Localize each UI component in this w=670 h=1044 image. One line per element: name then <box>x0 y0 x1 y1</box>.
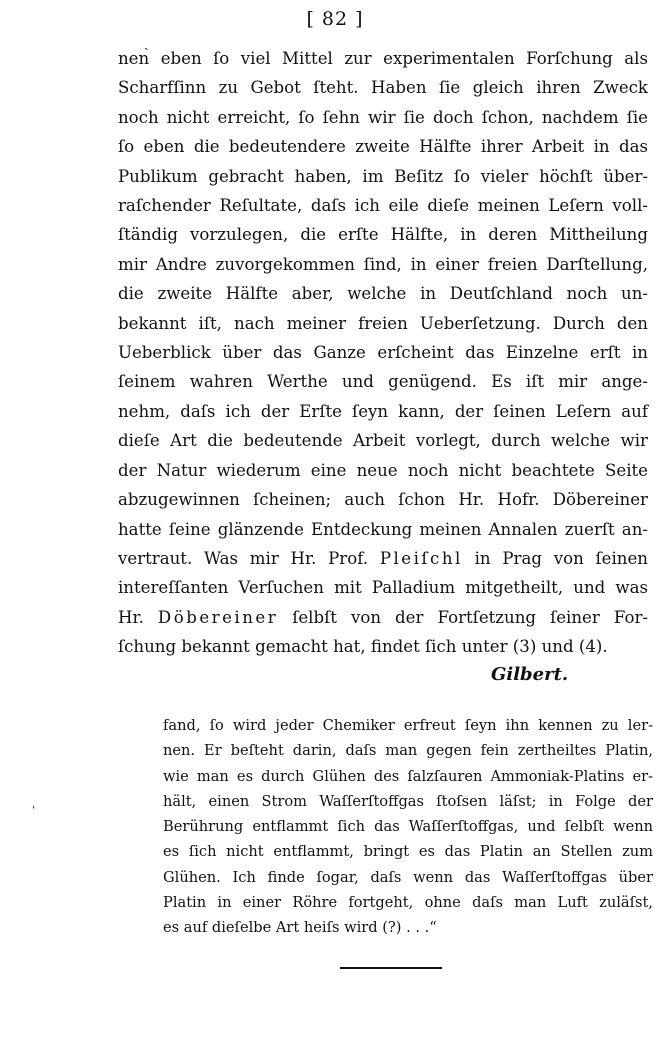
quote-line: Glühen. Ich finde ſogar, daſs wenn das Waſſerſtoffgas über <box>163 868 653 886</box>
ink-speck: ˌ <box>32 796 36 810</box>
main-line: die zweite Hälfte aber, welche in Deutſchland noch un- <box>118 284 648 304</box>
quote-line-last: es auf dieſelbe Art heiſs wird (?) . . .“ <box>163 919 437 937</box>
main-line: bekannt iſt, nach meiner freien Ueberſetzung. Durch den <box>118 313 648 333</box>
main-body <box>118 44 648 662</box>
main-line: der Natur wiederum eine neue noch nicht beachtete Seite <box>118 460 648 480</box>
spaced-name-doebereiner: Döbereiner <box>157 607 279 627</box>
main-line: ſeinem wahren Werthe und genügend. Es iſt mir ange- <box>118 372 648 392</box>
quote-line: nen. Er beſteht darin, daſs man gegen fein zertheiltes Platin, <box>163 742 653 760</box>
main-line: ſo eben die bedeutendere zweite Hälfte ihrer Arbeit in das <box>118 137 648 157</box>
main-line: mir Andre zuvorgekommen ſind, in einer freien Darſtellung, <box>118 254 648 274</box>
quoted-excerpt <box>163 713 653 941</box>
line-text: Hr. <box>118 607 158 627</box>
main-line: nehm, daſs ich der Erſte ſeyn kann, der ſeinen Leſern auf <box>118 401 648 421</box>
line-text: in Prag von ſeinen <box>462 548 648 568</box>
main-line: abzugewinnen ſcheinen; auch ſchon Hr. Hofr. Döbereiner <box>118 490 648 510</box>
main-line: noch nicht erreicht, ſo ſehn wir ſie doch ſchon, nachdem ſie <box>118 107 648 127</box>
quote-line: Platin in einer Röhre fortgeht, ohne daſs man Luft zuläſst, <box>163 894 653 912</box>
quote-line: wie man es durch Glühen des ſalzſauren Ammoniak-Platins er- <box>163 767 653 785</box>
main-line: intereſſanten Verſuchen mit Palladium mitgetheilt, und was <box>118 578 648 598</box>
main-line: dieſe Art die bedeutende Arbeit vorlegt, durch welche wir <box>118 431 648 451</box>
main-line: Publikum gebracht haben, im Beſitz ſo vieler höchſt über- <box>118 166 648 186</box>
ink-tick-mark: ˎ <box>144 35 149 51</box>
line-text: vertraut. Was mir Hr. Prof. <box>118 548 380 568</box>
main-line: Ueberblick über das Ganze erſcheint das Einzelne erſt in <box>118 343 648 363</box>
line-text: ſelbſt von der Fortſetzung ſeiner For- <box>278 607 648 627</box>
main-line-doebereiner <box>118 603 648 632</box>
main-line: nen eben ſo viel Mittel zur experimentalen Forſchung als <box>118 49 648 68</box>
main-line: raſchender Reſultate, daſs ich eile dieſe meinen Leſern voll- <box>118 196 648 216</box>
main-line: ſtändig vorzulegen, die erſte Hälfte, in deren Mittheilung <box>118 225 648 245</box>
quote-line: es ſich nicht entflammt, bringt es das Platin an Stellen zum <box>163 843 653 861</box>
main-line-pleischl <box>118 544 648 573</box>
main-line: hatte ſeine glänzende Entdeckung meinen Annalen zuerſt an- <box>118 519 648 539</box>
quote-line: fand, ſo wird jeder Chemiker erfreut ſeyn ihn kennen zu ler- <box>163 717 653 734</box>
spaced-name-pleischl: Pleiſchl <box>379 548 463 568</box>
main-line-last: ſchung bekannt gemacht hat, findet ſich unter (3) und (4). <box>118 637 608 657</box>
quote-line: hält, einen Strom Waſſerſtoffgas ſtoſsen läſst; in Folge der <box>163 792 653 810</box>
section-divider-rule <box>340 967 442 969</box>
page-number: [ 82 ] <box>306 8 364 30</box>
main-line: Scharfſinn zu Gebot ſteht. Haben ſie gleich ihren Zweck <box>118 78 648 98</box>
quote-line: Berührung entflammt ſich das Waſſerſtoffgas, und ſelbſt wenn <box>163 818 653 836</box>
signature: Gilbert. <box>491 664 569 685</box>
